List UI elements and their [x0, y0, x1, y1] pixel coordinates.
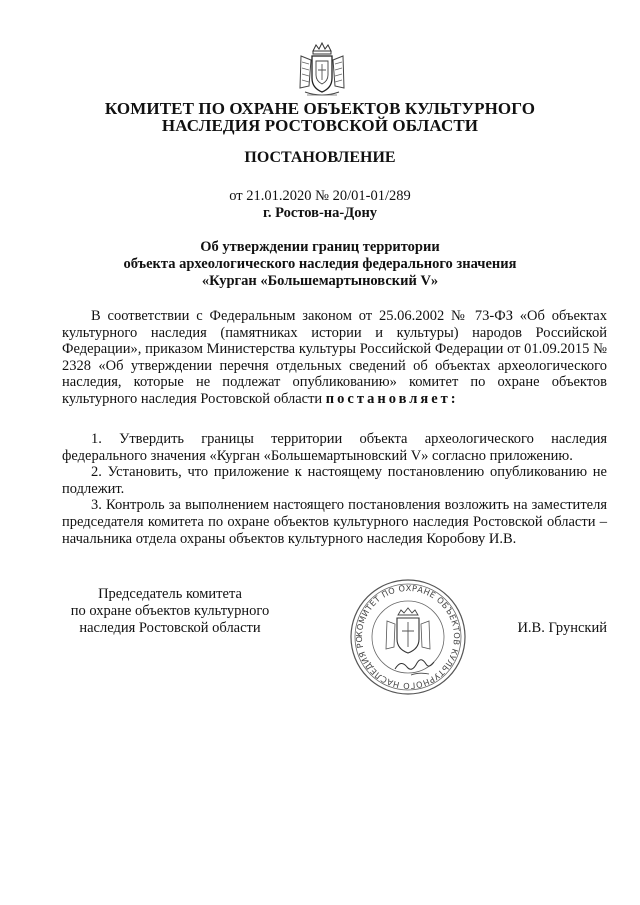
- decree-item-3: 3. Контроль за выполнением настоящего постановления возложить на заместителя председателя комитета по охране объектов культурного наследия Ростовской области – начальника отдела охраны объектов культурного наследия Коробову И.В.: [62, 497, 607, 547]
- coat-of-arms-icon: [297, 42, 347, 98]
- seal-text: КОМИТЕТ ПО ОХРАНЕ ОБЪЕКТОВ КУЛЬТУРНОГО НАСЛЕДИЯ РО: [353, 582, 463, 692]
- document-type: ПОСТАНОВЛЕНИЕ: [244, 149, 396, 166]
- decree-item-2: 2. Установить, что приложение к настоящему постановлению опубликованию не подлежит.: [62, 464, 607, 497]
- decree-items: [62, 431, 607, 547]
- signer-position-line-1: Председатель комитета: [98, 586, 242, 602]
- official-seal-icon: [343, 577, 473, 697]
- title-line-2: объекта археологического наследия федерального значения: [123, 256, 517, 272]
- title-line-3: «Курган «Большемартыновский V»: [201, 273, 439, 289]
- org-line-2: НАСЛЕДИЯ РОСТОВСКОЙ ОБЛАСТИ: [161, 116, 479, 135]
- decree-item-1: 1. Утвердить границы территории объекта археологического наследия федерального значения «Курган «Большемартыновский V» согласно приложению.: [62, 431, 607, 464]
- signer-position-line-3: наследия Ростовской области: [79, 620, 261, 636]
- document-title: [60, 239, 580, 290]
- signer-name: И.В. Грунский: [517, 620, 607, 636]
- preamble-paragraph: [62, 308, 607, 408]
- preamble-text: В соответствии с Федеральным законом от 25.06.2002 № 73-ФЗ «Об объектах культурного наследия (памятниках истории и культуры) народов Российской Федерации», приказом Министерства культуры Российской Федерации от 01.09.2015 № 2328 «Об утверждении перечня отдельных сведений об объектах археологического наследия, которые не подлежат опубликованию» комитет по охране объектов культурного наследия Ростовской области: [62, 308, 607, 407]
- organization-name: [60, 100, 580, 134]
- preamble: [62, 308, 607, 408]
- document-date-number: от 21.01.2020 № 20/01-01/289: [229, 188, 411, 204]
- signer-position: [60, 586, 280, 637]
- decree-word: постановляет:: [325, 390, 459, 407]
- org-line-1: КОМИТЕТ ПО ОХРАНЕ ОБЪЕКТОВ КУЛЬТУРНОГО: [104, 99, 536, 118]
- signer-position-line-2: по охране объектов культурного: [70, 603, 270, 619]
- title-line-1: Об утверждении границ территории: [200, 239, 440, 255]
- document-city: г. Ростов-на-Дону: [262, 205, 378, 221]
